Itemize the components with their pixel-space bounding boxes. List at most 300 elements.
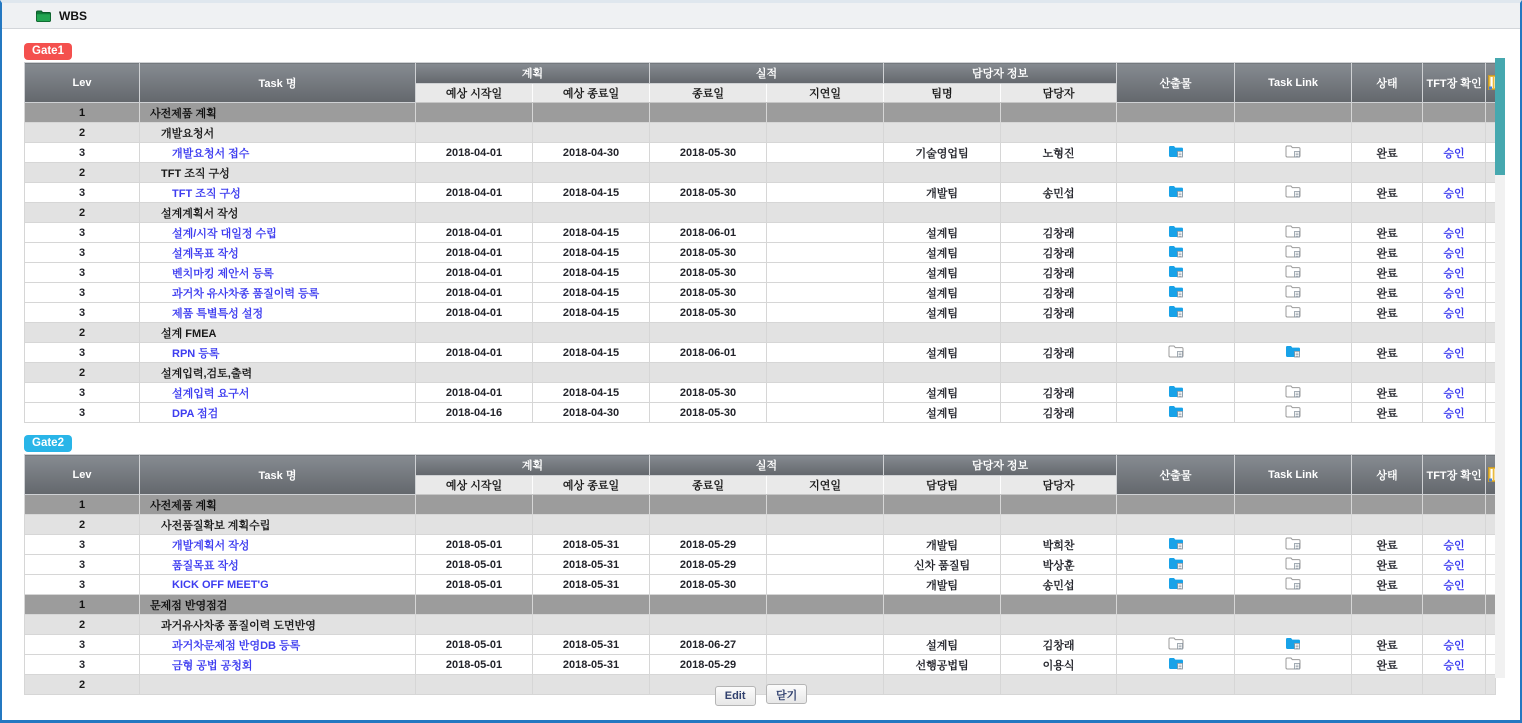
task-name-cell xyxy=(140,143,416,163)
owner-cell xyxy=(1001,163,1117,183)
delay-cell xyxy=(767,223,884,243)
deliverable-cell xyxy=(1117,555,1235,575)
status-cell: 완료 xyxy=(1352,383,1423,403)
owner-cell: 이용식 xyxy=(1001,655,1117,675)
col-header-status: 상태 xyxy=(1352,63,1423,103)
actual-end-cell: 2018-05-30 xyxy=(650,383,767,403)
lev-cell: 1 xyxy=(25,495,140,515)
task-name-cell xyxy=(140,183,416,203)
status-cell: 완료 xyxy=(1352,403,1423,423)
task-name-cell xyxy=(140,495,416,515)
plan-end-cell: 2018-04-15 xyxy=(533,243,650,263)
delay-cell xyxy=(767,303,884,323)
task-label: 문제점 반영점검 xyxy=(150,599,228,612)
deliverable-cell xyxy=(1117,363,1235,383)
plan-end-cell xyxy=(533,363,650,383)
lev-cell: 2 xyxy=(25,675,140,695)
task-link-cell xyxy=(1235,555,1352,575)
plan-end-cell xyxy=(533,203,650,223)
task-label: 과거유사차종 품질이력 도면반영 xyxy=(161,619,316,632)
task-name-cell xyxy=(140,555,416,575)
table-scroll-area xyxy=(2,43,1495,691)
team-cell: 기술영업팀 xyxy=(884,143,1001,163)
actual-end-cell xyxy=(650,163,767,183)
edit-button[interactable]: Edit xyxy=(715,686,756,706)
table-row xyxy=(25,303,1496,323)
col-header-deliverable: 산출물 xyxy=(1117,455,1235,495)
team-cell: 설계팀 xyxy=(884,263,1001,283)
owner-cell xyxy=(1001,495,1117,515)
folder-outline-icon[interactable] xyxy=(1168,349,1184,361)
col-header-end: 종료일 xyxy=(650,84,767,103)
owner-cell: 김창래 xyxy=(1001,403,1117,423)
delay-cell xyxy=(767,515,884,535)
tft-confirm-cell xyxy=(1423,363,1486,383)
delay-cell xyxy=(767,183,884,203)
task-label: TFT 조직 구성 xyxy=(161,167,230,180)
folder-filled-icon[interactable] xyxy=(1168,389,1184,401)
folder-outline-icon[interactable] xyxy=(1285,309,1301,321)
owner-cell: 김창래 xyxy=(1001,343,1117,363)
table-row xyxy=(25,595,1496,615)
lev-cell: 3 xyxy=(25,535,140,555)
lev-cell: 3 xyxy=(25,263,140,283)
folder-icon xyxy=(36,10,51,22)
folder-filled-icon[interactable] xyxy=(1168,661,1184,673)
actual-end-cell: 2018-05-30 xyxy=(650,263,767,283)
folder-filled-icon[interactable] xyxy=(1168,249,1184,261)
task-name-cell xyxy=(140,203,416,223)
deliverable-cell xyxy=(1117,515,1235,535)
owner-cell: 송민섭 xyxy=(1001,183,1117,203)
task-link[interactable]: DPA 점검 xyxy=(172,407,219,420)
col-header-deliverable: 산출물 xyxy=(1117,63,1235,103)
task-link[interactable]: 설계/시작 대일정 수립 xyxy=(172,227,277,240)
task-link-cell xyxy=(1235,123,1352,143)
plan-end-cell xyxy=(533,495,650,515)
team-cell xyxy=(884,595,1001,615)
plan-start-cell xyxy=(416,615,533,635)
plan-end-cell: 2018-05-31 xyxy=(533,535,650,555)
plan-end-cell: 2018-05-31 xyxy=(533,575,650,595)
task-link-cell xyxy=(1235,635,1352,655)
plan-end-cell: 2018-04-15 xyxy=(533,343,650,363)
plan-end-cell xyxy=(533,103,650,123)
owner-cell: 노형진 xyxy=(1001,143,1117,163)
table-row xyxy=(25,535,1496,555)
task-name-cell xyxy=(140,515,416,535)
actual-end-cell: 2018-05-30 xyxy=(650,575,767,595)
footer-button-bar xyxy=(2,684,1520,706)
lev-cell: 3 xyxy=(25,223,140,243)
table-row xyxy=(25,323,1496,343)
task-link[interactable]: 과거차 유사차종 품질이력 등록 xyxy=(172,287,320,300)
folder-filled-icon[interactable] xyxy=(1168,309,1184,321)
table-row xyxy=(25,363,1496,383)
task-link[interactable]: 설계입력 요구서 xyxy=(172,387,250,400)
team-cell xyxy=(884,203,1001,223)
actual-end-cell xyxy=(650,363,767,383)
deliverable-cell xyxy=(1117,223,1235,243)
folder-outline-icon[interactable] xyxy=(1285,409,1301,421)
folder-outline-icon[interactable] xyxy=(1285,581,1301,593)
delay-cell xyxy=(767,163,884,183)
approve-link[interactable]: 승인 xyxy=(1443,579,1465,592)
owner-cell xyxy=(1001,103,1117,123)
status-cell xyxy=(1352,123,1423,143)
actual-end-cell xyxy=(650,203,767,223)
team-cell xyxy=(884,515,1001,535)
table-row xyxy=(25,243,1496,263)
lev-cell: 2 xyxy=(25,363,140,383)
folder-filled-icon[interactable] xyxy=(1168,189,1184,201)
task-link[interactable]: 과거차문제점 반영DB 등록 xyxy=(172,639,301,652)
task-label: 개발요청서 xyxy=(161,127,215,140)
deliverable-cell xyxy=(1117,203,1235,223)
plan-end-cell: 2018-05-31 xyxy=(533,555,650,575)
col-header-plan-end: 예상 종료일 xyxy=(533,476,650,495)
table-row xyxy=(25,403,1496,423)
col-header-plan-start: 예상 시작일 xyxy=(416,476,533,495)
task-name-cell xyxy=(140,403,416,423)
team-cell: 설계팀 xyxy=(884,403,1001,423)
tft-confirm-cell xyxy=(1423,575,1486,595)
tft-confirm-cell xyxy=(1423,615,1486,635)
delay-cell xyxy=(767,243,884,263)
folder-outline-icon[interactable] xyxy=(1285,541,1301,553)
task-link-cell xyxy=(1235,143,1352,163)
actual-end-cell: 2018-05-30 xyxy=(650,303,767,323)
task-name-cell xyxy=(140,535,416,555)
status-cell xyxy=(1352,203,1423,223)
table-row xyxy=(25,143,1496,163)
table-row xyxy=(25,555,1496,575)
team-cell: 설계팀 xyxy=(884,635,1001,655)
task-link-cell xyxy=(1235,103,1352,123)
vertical-scrollbar[interactable] xyxy=(1495,58,1505,678)
approve-link[interactable]: 승인 xyxy=(1443,267,1465,280)
folder-filled-icon[interactable] xyxy=(1285,349,1301,361)
folder-outline-icon[interactable] xyxy=(1168,641,1184,653)
actual-end-cell xyxy=(650,103,767,123)
plan-start-cell: 2018-05-01 xyxy=(416,555,533,575)
gate1-table xyxy=(24,62,1496,423)
deliverable-cell xyxy=(1117,343,1235,363)
plan-end-cell: 2018-04-15 xyxy=(533,303,650,323)
table-row xyxy=(25,655,1496,675)
team-cell xyxy=(884,363,1001,383)
col-group-actual: 실적 xyxy=(650,455,884,476)
lev-cell: 3 xyxy=(25,343,140,363)
deliverable-cell xyxy=(1117,575,1235,595)
task-name-cell xyxy=(140,343,416,363)
task-name-cell xyxy=(140,103,416,123)
folder-outline-icon[interactable] xyxy=(1285,561,1301,573)
task-link-cell xyxy=(1235,323,1352,343)
col-group-plan: 계획 xyxy=(416,63,650,84)
lev-cell: 2 xyxy=(25,323,140,343)
actual-end-cell xyxy=(650,495,767,515)
delay-cell xyxy=(767,595,884,615)
approve-link[interactable]: 승인 xyxy=(1443,659,1465,672)
delay-cell xyxy=(767,283,884,303)
task-link-cell xyxy=(1235,203,1352,223)
approve-link[interactable]: 승인 xyxy=(1443,247,1465,260)
close-button[interactable]: 닫기 xyxy=(766,684,807,704)
plan-start-cell xyxy=(416,323,533,343)
folder-outline-icon[interactable] xyxy=(1285,249,1301,261)
team-cell: 설계팀 xyxy=(884,243,1001,263)
task-link[interactable]: 개발요청서 접수 xyxy=(172,147,250,160)
task-link-cell xyxy=(1235,403,1352,423)
status-cell xyxy=(1352,615,1423,635)
task-name-cell xyxy=(140,615,416,635)
task-link-cell xyxy=(1235,535,1352,555)
folder-filled-icon[interactable] xyxy=(1168,541,1184,553)
deliverable-cell xyxy=(1117,383,1235,403)
plan-start-cell xyxy=(416,163,533,183)
team-cell xyxy=(884,615,1001,635)
task-link-cell xyxy=(1235,595,1352,615)
folder-outline-icon[interactable] xyxy=(1285,229,1301,241)
task-link[interactable]: 벤치마킹 제안서 등록 xyxy=(172,267,274,280)
lev-cell: 2 xyxy=(25,163,140,183)
table-row xyxy=(25,103,1496,123)
approve-link[interactable]: 승인 xyxy=(1443,559,1465,572)
col-header-task: Task 명 xyxy=(140,455,416,495)
plan-end-cell: 2018-04-15 xyxy=(533,383,650,403)
delay-cell xyxy=(767,323,884,343)
delay-cell xyxy=(767,103,884,123)
folder-outline-icon[interactable] xyxy=(1285,149,1301,161)
owner-cell: 김창래 xyxy=(1001,383,1117,403)
approve-link[interactable]: 승인 xyxy=(1443,347,1465,360)
lev-cell: 3 xyxy=(25,303,140,323)
deliverable-cell xyxy=(1117,655,1235,675)
col-header-team: 팀명 xyxy=(884,84,1001,103)
team-cell xyxy=(884,323,1001,343)
task-label: 사전제품 계획 xyxy=(150,107,217,120)
folder-filled-icon[interactable] xyxy=(1168,581,1184,593)
task-label: 사전제품 계획 xyxy=(150,499,217,512)
deliverable-cell xyxy=(1117,535,1235,555)
actual-end-cell: 2018-05-30 xyxy=(650,403,767,423)
task-link-cell xyxy=(1235,515,1352,535)
approve-link[interactable]: 승인 xyxy=(1443,187,1465,200)
status-cell xyxy=(1352,495,1423,515)
task-name-cell xyxy=(140,163,416,183)
col-header-status: 상태 xyxy=(1352,455,1423,495)
deliverable-cell xyxy=(1117,143,1235,163)
tft-confirm-cell xyxy=(1423,555,1486,575)
approve-link[interactable]: 승인 xyxy=(1443,147,1465,160)
tft-confirm-cell xyxy=(1423,515,1486,535)
col-group-owner-info: 담당자 정보 xyxy=(884,455,1117,476)
tft-confirm-cell xyxy=(1423,655,1486,675)
tft-confirm-cell xyxy=(1423,263,1486,283)
col-header-plan-start: 예상 시작일 xyxy=(416,84,533,103)
task-name-cell xyxy=(140,575,416,595)
table-row xyxy=(25,203,1496,223)
folder-filled-icon[interactable] xyxy=(1168,149,1184,161)
col-header-delay: 지연일 xyxy=(767,476,884,495)
scrollbar-thumb[interactable] xyxy=(1495,58,1505,175)
plan-start-cell xyxy=(416,515,533,535)
folder-filled-icon[interactable] xyxy=(1168,409,1184,421)
plan-start-cell xyxy=(416,363,533,383)
task-link-cell xyxy=(1235,243,1352,263)
delay-cell xyxy=(767,655,884,675)
deliverable-cell xyxy=(1117,595,1235,615)
plan-end-cell: 2018-04-30 xyxy=(533,143,650,163)
tft-confirm-cell xyxy=(1423,495,1486,515)
task-name-cell xyxy=(140,323,416,343)
lev-cell: 2 xyxy=(25,615,140,635)
folder-outline-icon[interactable] xyxy=(1285,389,1301,401)
col-header-task-link: Task Link xyxy=(1235,455,1352,495)
plan-start-cell: 2018-05-01 xyxy=(416,655,533,675)
tft-confirm-cell xyxy=(1423,303,1486,323)
actual-end-cell: 2018-05-29 xyxy=(650,535,767,555)
approve-link[interactable]: 승인 xyxy=(1443,227,1465,240)
table-row xyxy=(25,615,1496,635)
approve-link[interactable]: 승인 xyxy=(1443,407,1465,420)
task-link[interactable]: 설계목표 작성 xyxy=(172,247,239,260)
delay-cell xyxy=(767,123,884,143)
owner-cell: 김창래 xyxy=(1001,243,1117,263)
delay-cell xyxy=(767,203,884,223)
approve-link[interactable]: 승인 xyxy=(1443,387,1465,400)
deliverable-cell xyxy=(1117,615,1235,635)
folder-filled-icon[interactable] xyxy=(1168,229,1184,241)
owner-cell: 김창래 xyxy=(1001,303,1117,323)
plan-start-cell: 2018-04-01 xyxy=(416,263,533,283)
folder-filled-icon[interactable] xyxy=(1168,289,1184,301)
task-link[interactable]: KICK OFF MEET'G xyxy=(172,578,269,591)
owner-cell: 송민섭 xyxy=(1001,575,1117,595)
folder-outline-icon[interactable] xyxy=(1285,661,1301,673)
team-cell: 개발팀 xyxy=(884,535,1001,555)
actual-end-cell: 2018-05-30 xyxy=(650,243,767,263)
team-cell: 개발팀 xyxy=(884,183,1001,203)
plan-start-cell: 2018-05-01 xyxy=(416,635,533,655)
folder-filled-icon[interactable] xyxy=(1285,641,1301,653)
window-title: WBS xyxy=(59,8,87,23)
status-cell: 완료 xyxy=(1352,343,1423,363)
plan-end-cell: 2018-05-31 xyxy=(533,635,650,655)
task-name-cell xyxy=(140,223,416,243)
task-name-cell xyxy=(140,383,416,403)
task-name-cell xyxy=(140,263,416,283)
tft-confirm-cell xyxy=(1423,283,1486,303)
task-name-cell xyxy=(140,635,416,655)
folder-outline-icon[interactable] xyxy=(1285,189,1301,201)
owner-cell xyxy=(1001,595,1117,615)
tft-confirm-cell xyxy=(1423,323,1486,343)
team-cell xyxy=(884,163,1001,183)
team-cell xyxy=(884,123,1001,143)
task-link[interactable]: 품질목표 작성 xyxy=(172,559,239,572)
task-link[interactable]: TFT 조직 구성 xyxy=(172,187,241,200)
task-name-cell xyxy=(140,123,416,143)
task-link-cell xyxy=(1235,363,1352,383)
plan-start-cell: 2018-04-01 xyxy=(416,243,533,263)
team-cell: 개발팀 xyxy=(884,575,1001,595)
table-row xyxy=(25,575,1496,595)
approve-link[interactable]: 승인 xyxy=(1443,639,1465,652)
lev-cell: 3 xyxy=(25,655,140,675)
owner-cell xyxy=(1001,363,1117,383)
task-link-cell xyxy=(1235,615,1352,635)
folder-outline-icon[interactable] xyxy=(1285,269,1301,281)
plan-end-cell: 2018-04-15 xyxy=(533,283,650,303)
plan-end-cell: 2018-04-30 xyxy=(533,403,650,423)
task-link[interactable]: 개발계획서 작성 xyxy=(172,539,250,552)
folder-outline-icon[interactable] xyxy=(1285,289,1301,301)
delay-cell xyxy=(767,535,884,555)
col-header-team: 담당팀 xyxy=(884,476,1001,495)
owner-cell xyxy=(1001,123,1117,143)
approve-link[interactable]: 승인 xyxy=(1443,287,1465,300)
task-label: 설계계획서 작성 xyxy=(161,207,239,220)
task-link[interactable]: 제품 특별특성 설정 xyxy=(172,307,264,320)
status-cell: 완료 xyxy=(1352,143,1423,163)
deliverable-cell xyxy=(1117,163,1235,183)
status-cell: 완료 xyxy=(1352,655,1423,675)
deliverable-cell xyxy=(1117,323,1235,343)
delay-cell xyxy=(767,263,884,283)
lev-cell: 1 xyxy=(25,595,140,615)
lev-cell: 2 xyxy=(25,203,140,223)
delay-cell xyxy=(767,575,884,595)
lev-cell: 3 xyxy=(25,183,140,203)
table-row xyxy=(25,123,1496,143)
col-header-lev: Lev xyxy=(25,63,140,103)
plan-start-cell xyxy=(416,595,533,615)
actual-end-cell xyxy=(650,595,767,615)
status-cell xyxy=(1352,595,1423,615)
lev-cell: 3 xyxy=(25,575,140,595)
task-link[interactable]: 금형 공법 공청회 xyxy=(172,659,253,672)
approve-link[interactable]: 승인 xyxy=(1443,539,1465,552)
col-header-task: Task 명 xyxy=(140,63,416,103)
task-link[interactable]: RPN 등록 xyxy=(172,347,220,360)
owner-cell xyxy=(1001,203,1117,223)
tft-confirm-cell xyxy=(1423,635,1486,655)
tft-confirm-cell xyxy=(1423,403,1486,423)
team-cell xyxy=(884,495,1001,515)
deliverable-cell xyxy=(1117,635,1235,655)
plan-start-cell: 2018-04-01 xyxy=(416,283,533,303)
plan-start-cell: 2018-05-01 xyxy=(416,575,533,595)
deliverable-cell xyxy=(1117,243,1235,263)
task-name-cell xyxy=(140,243,416,263)
table-row xyxy=(25,223,1496,243)
folder-filled-icon[interactable] xyxy=(1168,269,1184,281)
delay-cell xyxy=(767,495,884,515)
deliverable-cell xyxy=(1117,183,1235,203)
table-row xyxy=(25,163,1496,183)
delay-cell xyxy=(767,143,884,163)
actual-end-cell xyxy=(650,515,767,535)
folder-filled-icon[interactable] xyxy=(1168,561,1184,573)
delay-cell xyxy=(767,343,884,363)
col-header-plan-end: 예상 종료일 xyxy=(533,84,650,103)
status-cell: 완료 xyxy=(1352,223,1423,243)
actual-end-cell: 2018-06-01 xyxy=(650,343,767,363)
approve-link[interactable]: 승인 xyxy=(1443,307,1465,320)
delay-cell xyxy=(767,615,884,635)
